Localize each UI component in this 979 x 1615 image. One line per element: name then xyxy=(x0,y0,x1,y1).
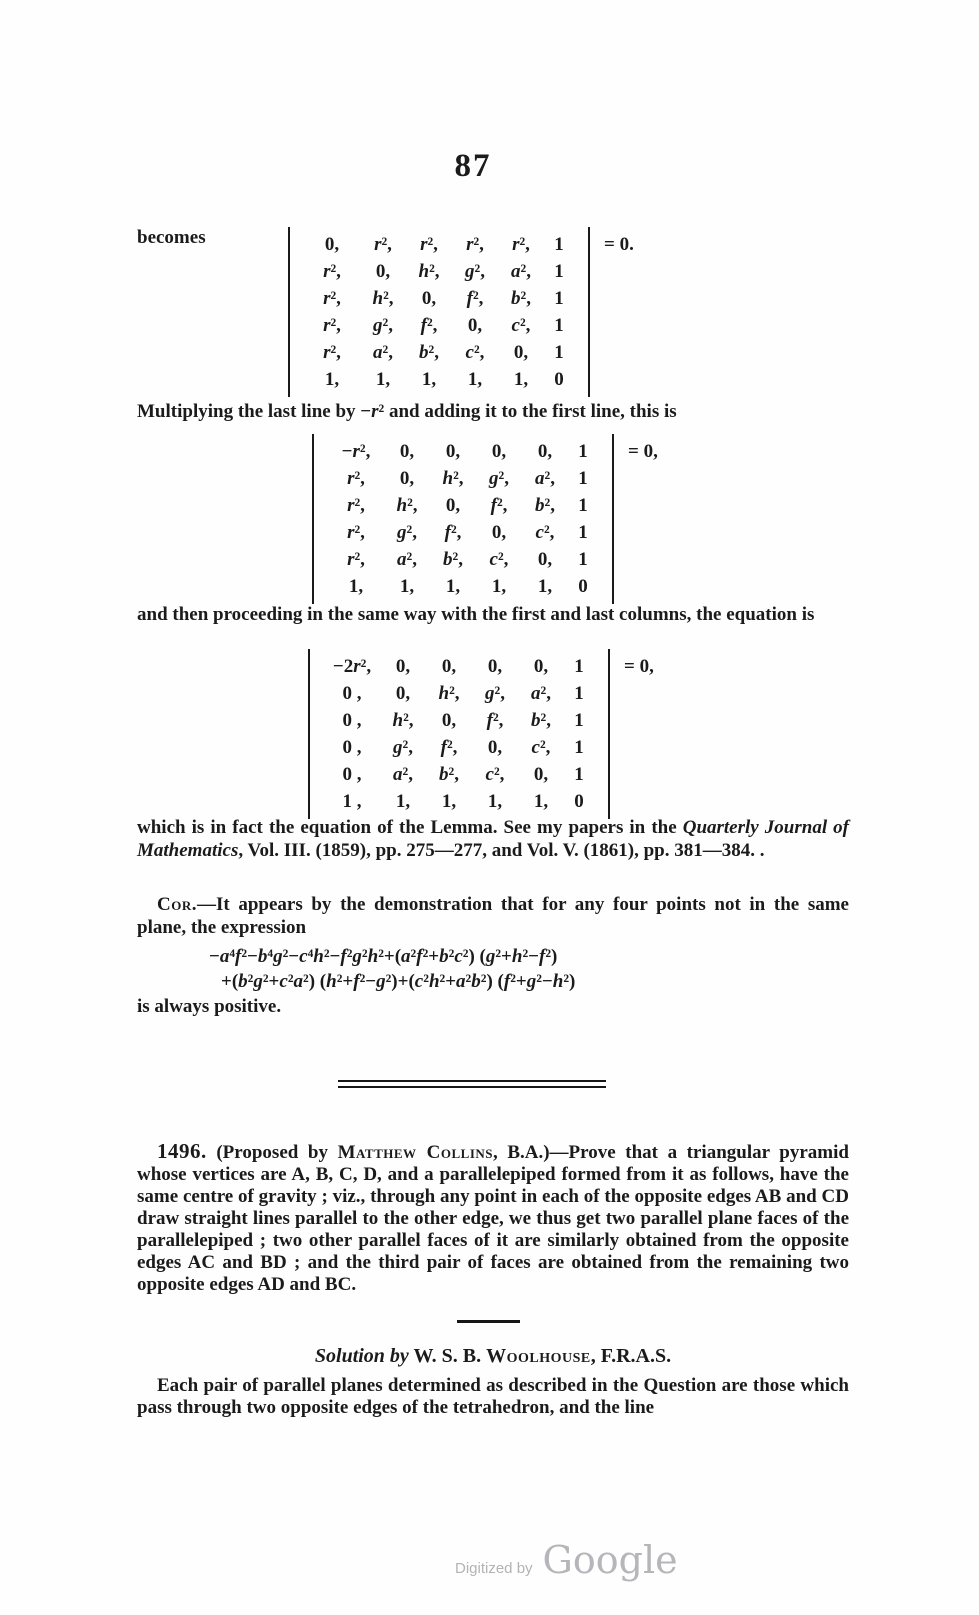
text-segment: Matthew Collins xyxy=(337,1142,493,1163)
expression-line-1: −a⁴f²−b⁴g²−c⁴h²−f²g²h²+(a²f²+b²c²) (g²+h²−f²) xyxy=(209,946,558,967)
matrix-cell: 1 xyxy=(578,441,588,462)
matrix-cell: 1, xyxy=(395,791,411,812)
matrix-cell: r², xyxy=(466,234,484,255)
matrix-cell: 1 xyxy=(554,261,564,282)
matrix-cell: r², xyxy=(374,234,392,255)
determinant-2 xyxy=(312,434,658,604)
watermark-prefix: Digitized by xyxy=(455,1560,533,1577)
corollary-expression xyxy=(137,944,897,994)
matrix-cell: h², xyxy=(396,495,418,516)
matrix-cell: f², xyxy=(490,495,508,516)
section-divider-double-rule xyxy=(338,1080,606,1088)
matrix-row xyxy=(328,492,598,519)
matrix-row xyxy=(304,231,574,258)
matrix-cell: b², xyxy=(531,710,551,731)
matrix-row xyxy=(328,438,598,465)
matrix-cell: h², xyxy=(392,710,414,731)
matrix-row xyxy=(304,285,574,312)
matrix-cells xyxy=(290,227,588,397)
paragraph-multiplying xyxy=(137,400,849,423)
matrix-cell: a², xyxy=(511,261,531,282)
determinant-3 xyxy=(308,649,654,819)
matrix-cell: 0, xyxy=(491,441,507,462)
matrix-cell: b², xyxy=(419,342,439,363)
matrix-cell: r², xyxy=(323,261,341,282)
matrix-row xyxy=(304,312,574,339)
matrix-cell: a², xyxy=(393,764,413,785)
matrix-cell: f², xyxy=(486,710,504,731)
matrix-cell: 1, xyxy=(375,369,391,390)
matrix-row xyxy=(328,573,598,600)
matrix-cell: 1 xyxy=(578,549,588,570)
matrix-row xyxy=(304,258,574,285)
matrix-cell: 0, xyxy=(533,656,549,677)
matrix-cell: 0, xyxy=(537,549,553,570)
text-segment: , B.A.)—Prove that a triangular pyramid whose vertices are A, B, C, D, and a parallelepiped formed from it as follows, have the same centre of gravity ; viz., through any point in each of the opposite edges AB and CD draw straight lines parallel to the other edge, we thus get two parallel plane faces of the parallelepiped ; two other parallel faces of it are similarly obtained from the opposite edges AC and BD ; and the third pair of faces are obtained from the remaining two opposite edges AD and BC. xyxy=(137,1142,849,1295)
matrix-row xyxy=(304,366,574,393)
determinant-1 xyxy=(288,227,634,397)
matrix-close-bar xyxy=(608,649,610,819)
matrix-cell: h², xyxy=(442,468,464,489)
expression-footer: is always positive. xyxy=(137,996,282,1017)
matrix-cell: 0 xyxy=(578,576,588,597)
text-segment: Multiplying the last line by xyxy=(137,401,361,422)
text-segment: which is in fact the equation of the Lemma. See my papers in the xyxy=(137,817,683,838)
matrix-cell: 1 xyxy=(574,737,584,758)
matrix-cell: 0, xyxy=(491,522,507,543)
matrix-cell: 0, xyxy=(441,710,457,731)
matrix-cell: r², xyxy=(347,522,365,543)
matrix-cell: r², xyxy=(347,549,365,570)
matrix-cell: g², xyxy=(397,522,417,543)
matrix-cell: 0, xyxy=(467,315,483,336)
matrix-cell: 1 xyxy=(554,342,564,363)
matrix-cell: 1, xyxy=(324,369,340,390)
matrix-cell: 1, xyxy=(399,576,415,597)
matrix-cell: 1, xyxy=(421,369,437,390)
equals-zero: = 0, xyxy=(628,441,658,462)
matrix-cell: 1, xyxy=(537,576,553,597)
text-segment: —It appears by the demonstration that for any four points not in the same plane, the expression xyxy=(137,894,849,938)
matrix-cell: g², xyxy=(373,315,393,336)
matrix-cell: 1 xyxy=(554,234,564,255)
matrix-cell: f², xyxy=(420,315,438,336)
matrix-cell: 1 xyxy=(574,656,584,677)
matrix-cell: 1, xyxy=(513,369,529,390)
matrix-cell: 1 xyxy=(554,315,564,336)
matrix-cell: g², xyxy=(393,737,413,758)
matrix-cell: 0, xyxy=(537,441,553,462)
text-segment: and then proceeding in the same way with the first and last columns, the equation is xyxy=(137,604,815,625)
matrix-row xyxy=(328,546,598,573)
matrix-row xyxy=(324,788,594,815)
matrix-cell: 0, xyxy=(375,261,391,282)
expression-line-2: +(b²g²+c²a²) (h²+f²−g²)+(c²h²+a²b²) (f²+g²−h²) xyxy=(221,971,576,992)
matrix-cell: −r², xyxy=(341,441,371,462)
matrix-cell: c², xyxy=(511,315,531,336)
matrix-cell: 1 xyxy=(574,683,584,704)
matrix-cell: 1 xyxy=(578,522,588,543)
matrix-cell: h², xyxy=(372,288,394,309)
matrix-cell: 0, xyxy=(445,441,461,462)
paragraph-lemma-reference xyxy=(137,816,849,862)
matrix-cell: 1, xyxy=(441,791,457,812)
matrix-cell: c², xyxy=(535,522,555,543)
matrix-cell: 0 , xyxy=(342,683,362,704)
matrix-cells xyxy=(314,434,612,604)
matrix-cell: 1 xyxy=(578,495,588,516)
matrix-cell: 1, xyxy=(348,576,364,597)
matrix-cells xyxy=(310,649,608,819)
matrix-cell: 0 , xyxy=(342,710,362,731)
matrix-cell: g², xyxy=(465,261,485,282)
matrix-cell: c², xyxy=(465,342,485,363)
matrix-cell: 1, xyxy=(467,369,483,390)
matrix-close-bar xyxy=(588,227,590,397)
solution-heading xyxy=(137,1344,849,1368)
matrix-cell: r², xyxy=(323,288,341,309)
lead-word-becomes: becomes xyxy=(137,227,206,248)
matrix-row xyxy=(328,519,598,546)
text-segment: −r² xyxy=(360,401,385,422)
text-segment: Cor. xyxy=(157,894,197,915)
matrix-cell: r², xyxy=(512,234,530,255)
matrix-close-bar xyxy=(612,434,614,604)
matrix-cell: 1 xyxy=(554,288,564,309)
solution-paragraph xyxy=(137,1375,849,1419)
matrix-cell: b², xyxy=(439,764,459,785)
matrix-cell: r², xyxy=(323,342,341,363)
matrix-cell: r², xyxy=(347,468,365,489)
google-watermark xyxy=(455,1538,678,1582)
matrix-cell: 0, xyxy=(395,683,411,704)
matrix-cell: 0, xyxy=(399,468,415,489)
matrix-cell: a², xyxy=(535,468,555,489)
matrix-cell: 0, xyxy=(421,288,437,309)
matrix-cell: 0, xyxy=(395,656,411,677)
paragraph-corollary xyxy=(137,893,849,939)
text-segment: (Proposed by xyxy=(206,1142,338,1163)
matrix-cell: b², xyxy=(443,549,463,570)
matrix-cell: h², xyxy=(438,683,460,704)
matrix-cell: a², xyxy=(531,683,551,704)
matrix-row xyxy=(324,680,594,707)
matrix-row xyxy=(324,653,594,680)
matrix-cell: 0, xyxy=(533,764,549,785)
matrix-cell: b², xyxy=(511,288,531,309)
matrix-cell: 0, xyxy=(513,342,529,363)
matrix-cell: f², xyxy=(440,737,458,758)
matrix-cell: 0 , xyxy=(342,764,362,785)
matrix-cell: f², xyxy=(444,522,462,543)
matrix-cell: 0, xyxy=(399,441,415,462)
matrix-row xyxy=(324,761,594,788)
matrix-cell: a², xyxy=(373,342,393,363)
matrix-cell: 0 xyxy=(554,369,564,390)
text-segment: Solution by xyxy=(314,1345,409,1367)
matrix-cell: c², xyxy=(489,549,509,570)
text-segment: 1496. xyxy=(157,1139,207,1163)
text-segment: , Vol. III. (1859), pp. 275—277, and Vol. V. (1861), pp. 381—384. . xyxy=(238,840,765,861)
matrix-cell: f², xyxy=(466,288,484,309)
matrix-cell: 0 , xyxy=(342,737,362,758)
matrix-cell: r², xyxy=(323,315,341,336)
matrix-cell: c², xyxy=(485,764,505,785)
matrix-cell: g², xyxy=(489,468,509,489)
matrix-cell: r², xyxy=(420,234,438,255)
text-segment: and adding it to the first line, this is xyxy=(384,401,677,422)
matrix-cell: 0, xyxy=(487,737,503,758)
matrix-cell: 0 xyxy=(574,791,584,812)
matrix-cell: r², xyxy=(347,495,365,516)
text-segment: W. S. B. xyxy=(408,1345,487,1367)
paragraph-proceeding xyxy=(137,603,849,626)
text-segment: Woolhouse xyxy=(486,1345,591,1367)
matrix-row xyxy=(328,465,598,492)
matrix-cell: 1 xyxy=(578,468,588,489)
equals-zero: = 0, xyxy=(624,656,654,677)
matrix-cell: 1, xyxy=(533,791,549,812)
matrix-cell: 0, xyxy=(487,656,503,677)
matrix-cell: 1 xyxy=(574,764,584,785)
matrix-cell: c², xyxy=(531,737,551,758)
solution-divider-rule xyxy=(457,1320,520,1323)
matrix-cell: 1, xyxy=(491,576,507,597)
equals-zero: = 0. xyxy=(604,234,634,255)
matrix-row xyxy=(324,707,594,734)
text-segment: Each pair of parallel planes determined as described in the Question are those which pass through two opposite edges of the tetrahedron, and the line xyxy=(137,1375,849,1418)
matrix-cell: 1, xyxy=(487,791,503,812)
matrix-cell: 0, xyxy=(324,234,340,255)
matrix-cell: g², xyxy=(485,683,505,704)
matrix-cell: 1 xyxy=(574,710,584,731)
text-segment: Quarterly Journal of Mathematics xyxy=(137,817,849,861)
matrix-cell: b², xyxy=(535,495,555,516)
matrix-cell: 0, xyxy=(445,495,461,516)
matrix-cell: h², xyxy=(418,261,440,282)
problem-1496-paragraph xyxy=(137,1140,849,1296)
google-logo-text: Google xyxy=(542,1538,678,1582)
matrix-cell: a², xyxy=(397,549,417,570)
matrix-row xyxy=(304,339,574,366)
page-number: 87 xyxy=(454,148,492,184)
text-segment: , F.R.A.S. xyxy=(590,1345,672,1367)
matrix-cell: −2r², xyxy=(332,656,372,677)
matrix-row xyxy=(324,734,594,761)
matrix-cell: 1, xyxy=(445,576,461,597)
matrix-cell: 1 , xyxy=(342,791,362,812)
matrix-cell: 0, xyxy=(441,656,457,677)
